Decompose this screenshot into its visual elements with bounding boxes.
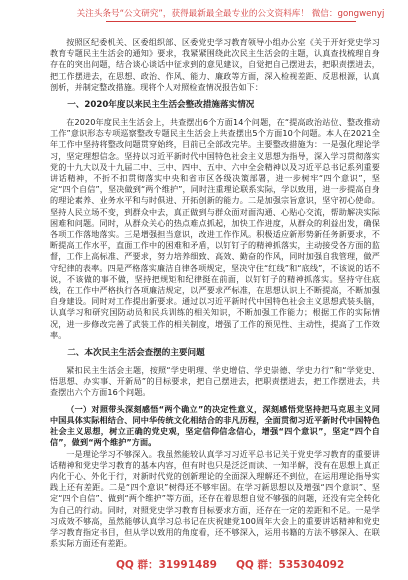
document-body (50, 37, 380, 549)
intro-paragraph: 按照区纪委机关、区委组织部、区委党史学习教育领导小组办公室《关于开好党史学习教育专题民主生活会的通知》要求，我紧紧围绕此次民主生活会的主题，认真查找梳理自身存在的突出问题，结合谈心谈话中征求到的意见建议，自觉把自己摆进去，把职责摆进去，把工作摆进去，在思想、政治、作风、能力、廉政等方面，深入检视差距、反思根源，认真剖析，并制定整改措施。现将个人对照检查情况报告如下： (50, 37, 380, 92)
qq-group-1: QQ 群：31991489 (116, 559, 217, 571)
subsection-heading-1: （一）对照带头深刻感悟“两个确立”的决定性意义，深刻感悟党坚持把马克思主义同中国具体实际相结合、同中华传统文化相结合的非凡历程，全面贯彻习近平新时代中国特色社会主义思想，树立正确的党史观，坚定信仰信念信心，增强“四个意识”，坚定“四个自信”，做到“两个维护”方面。 (50, 403, 380, 448)
footer (0, 553, 408, 573)
problems-intro-paragraph: 紧扣民主生活会主题，按照“学史明理、学史增信、学史崇德、学史力行”和“学党史、悟思想、办实事、开新局”的目标要求，把自己摆进去，把职责摆进去，把工作摆进去，共查摆出六个方面16个问题。 (50, 365, 380, 398)
promo-banner (68, 8, 393, 32)
subsection-1-body: 一是理论学习不够深入。我虽然能较认真学习习近平总书记关于党史学习教育的重要讲话精神和党史学习教育的基本内容，但有时也只是泛泛而读、一知半解，没有在思想上真正内化于心、外化于行，对新时代党的创新理论的全面深入理解还不到位，在运用理论指导实践上还有差距。二是“四个意识”树得还不够牢固。在学习新思想以及增强“四个意识”、坚定“四个自信”、做到“两个维护”等方面，还存在着思想自觉不够强的问题，还没有完全转化为自己的行动。同时，对照党史学习教育目标要求方面，还存在一定的差距和不足。一是学习成效不够高，虽然能够认真学习总书记在庆祝建党100周年大会上的重要讲话精神和党史学习教育指定书目，但从学以致用的角度看，还不够深入，运用书籍的方法不够深入、在联系实际方面还有差距。 (50, 448, 380, 549)
promo-banner-text: 关注头条号“公文研究”，获得最新最全最专业的公文资料库！ 微信：gongwenyj (76, 9, 385, 19)
qq-group-2: QQ 群：535304092 (236, 559, 345, 571)
rectification-paragraph: 在2020年度民主生活会上，共查摆出6个方面14个问题，在“提高政治站位、整改推动工作”意识形态专项巡察整改专题民主生活会上共查摆出5个方面10个问题。本人在2021全年工作中坚持将整改问题贯穿始终，目前已全部改完毕。主要整改措施为：一是强化理论学习，坚定理想信念。坚持以习近平新时代中国特色社会主义思想为指导，深入学习贯彻落实党的十九大以及十九届二中、三中、四中、五中、六中全会精神以及习近平总书记系列重要讲话精神，不折不扣贯彻落实中央和省市区各级决策部署，进一步树牢“四个意识”，坚定“四个自信”，坚决做到“两个维护”，同时注重理论联系实际，学以致用，进一步提高自身的理论素养、业务水平和与时俱进、开拓创新的能力。二是加强宗旨意识，坚守初心使命。坚持人民立场不变，到群众中去，真正做到与群众面对面沟通、心贴心交流，帮助解决实际困难和问题。同时，从群众关心的热点难点抓起，加快工作进度，从群众的利益出发，确保各项工作落地落实。三是增强担当意识，改进工作作风。积极适应新形势新任务新要求，不断提高工作水平，直面工作中的困难和矛盾，以钉钉子的精神抓落实，主动接受各方面的监督，工作上高标准、严要求，努力培养细致、高效、勤奋的作风，同时加强自我管理，做严守纪律的表率。四是严格落实廉洁自律各项规定，坚决守住“红线”和“底线”，不该说的话不说，不该做的事不做，坚持把规矩和纪律挺在前面，以钉钉子的精神抓落实。坚持守住底线，在工作中严格执行各项廉洁规定，以严要求严标准，在思想认识上不断提高，不断加强自身建设。同时对工作提出新要求。通过以习近平新时代中国特色社会主义思想武装头脑，认真学习和研究国防动员和民兵训练的相关知识，不断加强工作能力；根据工作的实际情况，进一步修改完善了武装工作的相关制度，增强了工作的预见性、主动性，提高了工作效率。 (50, 117, 380, 340)
section-heading-1: 一、2020年度以来民主生活会整改措施落实情况 (67, 100, 255, 111)
banner-underline (106, 20, 356, 22)
section-heading-2: 二、本次民主生活会查摆的主要问题 (67, 348, 205, 359)
